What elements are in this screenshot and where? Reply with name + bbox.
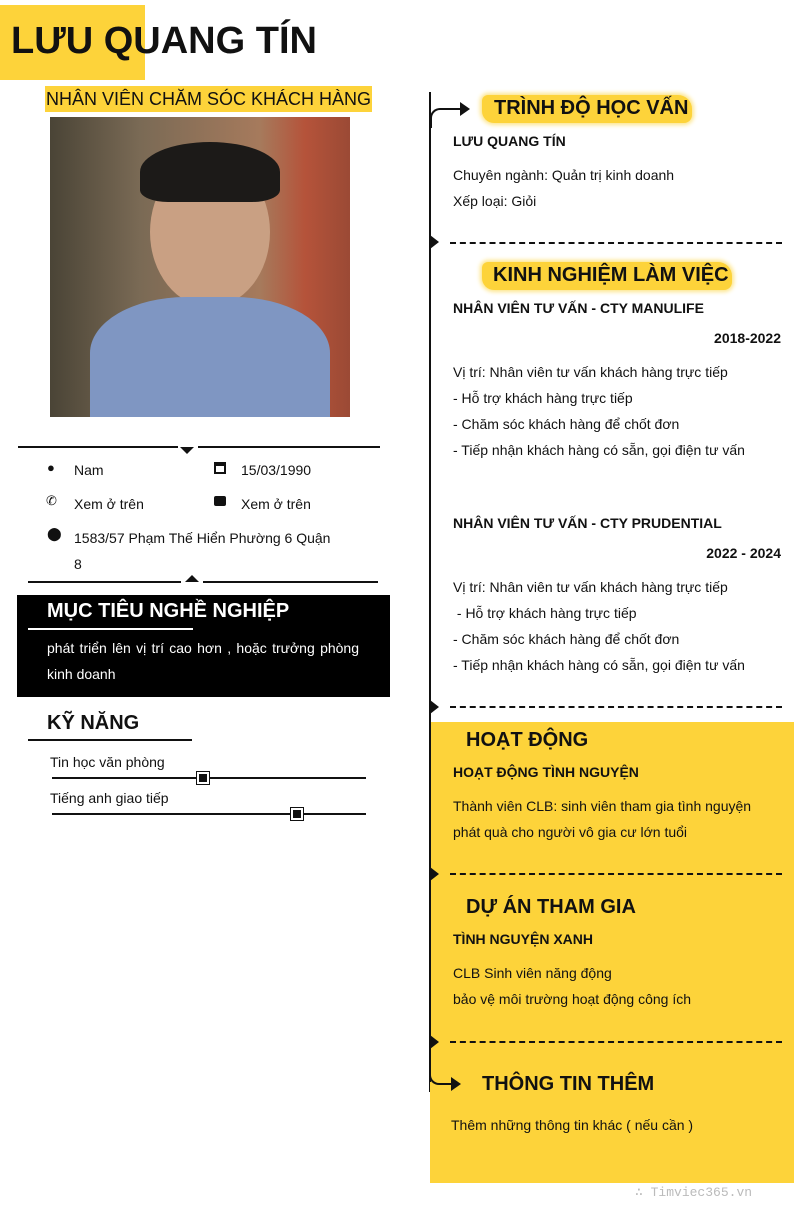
- projects-title: DỰ ÁN THAM GIA: [466, 896, 636, 918]
- job-line: - Hỗ trợ khách hàng trực tiếp: [453, 390, 633, 406]
- arrow-head-icon: [460, 102, 470, 116]
- objective-text: phát triển lên vị trí cao hơn , hoặc trưởng phòng kinh doanh: [47, 640, 359, 682]
- email-value: Xem ở trên: [241, 496, 311, 512]
- job-line: - Tiếp nhận khách hàng có sẵn, gọi điện tư vấn: [453, 657, 745, 673]
- skill-name: Tin học văn phòng: [50, 754, 165, 770]
- project-line: CLB Sinh viên năng động: [453, 965, 612, 981]
- skill-name: Tiếng anh giao tiếp: [50, 790, 169, 806]
- activity-name: HOẠT ĐỘNG TÌNH NGUYỆN: [453, 764, 639, 780]
- project-name: TÌNH NGUYỆN XANH: [453, 931, 594, 947]
- project-line: bảo vệ môi trường hoạt động công ích: [453, 991, 692, 1007]
- job-line: - Chăm sóc khách hàng để chốt đơn: [453, 416, 680, 432]
- objective-section: [17, 595, 390, 697]
- job-line: - Hỗ trợ khách hàng trực tiếp: [453, 605, 637, 621]
- education-major: Chuyên ngành: Quản trị kinh doanh: [453, 167, 675, 183]
- address-value: 1583/57 Phạm Thế Hiển Phường 6 Quận 8: [74, 530, 331, 572]
- phone-icon: ✆: [46, 493, 57, 508]
- dob-value: 15/03/1990: [241, 462, 312, 478]
- divider: [18, 446, 178, 448]
- timeline-marker-icon: [430, 1035, 439, 1049]
- objective-title: MỤC TIÊU NGHỀ NGHIỆP: [47, 600, 290, 622]
- arrow-icon: [429, 1055, 451, 1085]
- activities-title: HOẠT ĐỘNG: [466, 729, 589, 751]
- activity-line: phát quà cho người vô gia cư lớn tuổi: [453, 824, 688, 840]
- job-period: 2022 - 2024: [706, 545, 781, 561]
- education-school: LƯU QUANG TÍN: [453, 133, 566, 149]
- arrow-head-icon: [451, 1077, 461, 1091]
- job-title: NHÂN VIÊN CHĂM SÓC KHÁCH HÀNG: [45, 86, 372, 112]
- job-line: - Tiếp nhận khách hàng có sẵn, gọi điện tư vấn: [453, 442, 745, 458]
- job-line: - Chăm sóc khách hàng để chốt đơn: [453, 631, 680, 647]
- candidate-name: LƯU QUANG TÍN: [11, 20, 317, 62]
- envelope-icon: [214, 496, 226, 506]
- skill-slider[interactable]: [52, 813, 366, 815]
- section-divider: [450, 1041, 782, 1043]
- skills-title: KỸ NĂNG: [47, 712, 140, 734]
- timeline-marker-icon: [430, 235, 439, 249]
- section-divider: [450, 706, 782, 708]
- arrow-icon: [430, 108, 460, 128]
- skill-slider-handle[interactable]: [291, 808, 303, 820]
- skill-slider[interactable]: [52, 777, 366, 779]
- job-company: NHÂN VIÊN TƯ VẤN - CTY PRUDENTIAL: [453, 515, 722, 531]
- divider: [203, 581, 378, 583]
- skill-slider-handle[interactable]: [197, 772, 209, 784]
- education-title: TRÌNH ĐỘ HỌC VẤN: [494, 97, 689, 119]
- gender-value: Nam: [74, 462, 104, 478]
- education-grade: Xếp loại: Giỏi: [453, 193, 537, 209]
- user-icon: ●: [47, 460, 55, 475]
- phone-value: Xem ở trên: [74, 496, 144, 512]
- job-line: Vị trí: Nhân viên tư vấn khách hàng trực tiếp: [453, 364, 728, 380]
- timeline-marker-icon: [430, 867, 439, 881]
- profile-photo: [50, 117, 350, 417]
- job-company: NHÂN VIÊN TƯ VẤN - CTY MANULIFE: [453, 300, 704, 316]
- section-divider: [450, 873, 782, 875]
- watermark: ∴ Timviec365.vn: [635, 1185, 753, 1200]
- experience-title: KINH NGHIỆM LÀM VIỆC: [493, 264, 729, 286]
- calendar-icon: [214, 462, 226, 474]
- caret-down-icon: [180, 447, 194, 454]
- section-divider: [450, 242, 782, 244]
- extra-text: Thêm những thông tin khác ( nếu cần ): [451, 1117, 694, 1133]
- map-pin-icon: ⬤: [47, 526, 62, 541]
- extra-title: THÔNG TIN THÊM: [482, 1073, 655, 1095]
- timeline-marker-icon: [430, 700, 439, 714]
- job-line: Vị trí: Nhân viên tư vấn khách hàng trực tiếp: [453, 579, 728, 595]
- job-period: 2018-2022: [714, 330, 781, 346]
- activity-line: Thành viên CLB: sinh viên tham gia tình nguyện: [453, 798, 752, 814]
- skills-underline: [28, 739, 192, 741]
- divider: [28, 581, 181, 583]
- objective-underline: [28, 628, 193, 630]
- caret-up-icon: [185, 575, 199, 582]
- divider: [198, 446, 380, 448]
- timeline-line: [429, 722, 431, 1082]
